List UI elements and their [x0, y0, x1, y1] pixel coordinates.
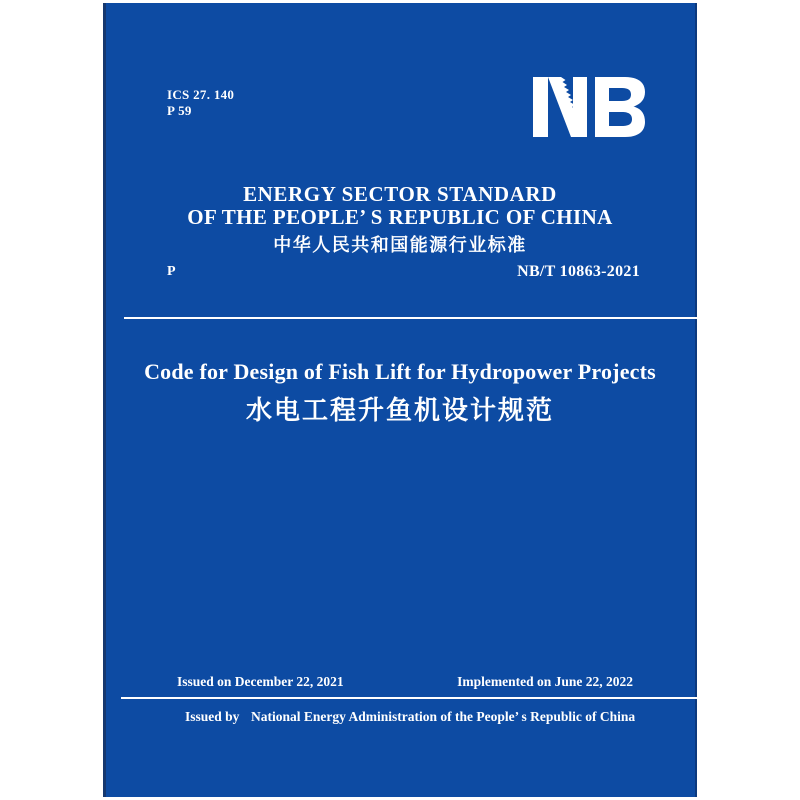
book-cover	[103, 3, 697, 797]
footer-divider-rule	[121, 697, 697, 699]
ics-classification-block	[167, 87, 234, 119]
standard-title-english: Code for Design of Fish Lift for Hydropower Projects	[144, 359, 656, 384]
issued-by-label: Issued by	[185, 709, 240, 724]
doc-class-letter: P	[167, 264, 176, 279]
standard-number: NB/T 10863-2021	[517, 263, 640, 280]
ics-code: ICS 27. 140	[167, 87, 235, 102]
document-class-code: P 59	[167, 103, 192, 118]
nb-logo-icon	[533, 76, 645, 138]
org-header-english-line1: ENERGY SECTOR STANDARD	[243, 182, 557, 206]
header-divider-rule	[124, 317, 697, 319]
standard-title-chinese: 水电工程升鱼机设计规范	[245, 396, 554, 425]
dates-row	[103, 674, 697, 692]
org-header-english-line2: OF THE PEOPLE’ S REPUBLIC OF CHINA	[187, 205, 613, 229]
issuing-organization: National Energy Administration of the People’ s Republic of China	[251, 709, 636, 724]
issuer-row	[103, 709, 697, 727]
org-header-chinese: 中华人民共和国能源行业标准	[273, 235, 527, 255]
implemented-date: Implemented on June 22, 2022	[457, 674, 633, 689]
issued-date: Issued on December 22, 2021	[177, 674, 344, 689]
